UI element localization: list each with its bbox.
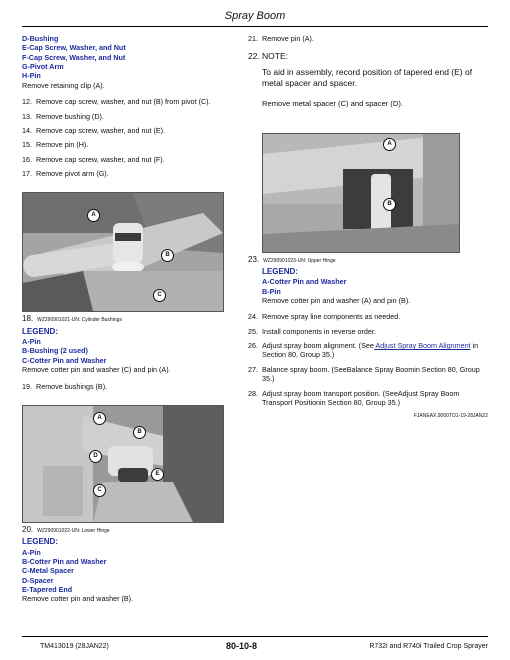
step-number: 12. bbox=[22, 97, 32, 107]
step-text-part: in Section 80, Group 35.) bbox=[262, 341, 479, 360]
legend-item: B-Pin bbox=[262, 286, 281, 296]
step-number: 16. bbox=[22, 154, 32, 164]
step-number: 24. bbox=[248, 312, 258, 322]
step-item bbox=[22, 97, 240, 106]
step-text: Remove cap screw, washer, and nut (B) from pivot (C). bbox=[36, 97, 211, 107]
step-text: Remove bushings (B). bbox=[36, 381, 108, 391]
callout-e: E bbox=[151, 468, 164, 481]
instruction-text: Remove cotter pin and washer (A) and pin (B). bbox=[262, 296, 411, 306]
callout-a: A bbox=[93, 412, 106, 425]
caption-text: WZ290901023-UN: Upper Hinge bbox=[263, 257, 336, 264]
header-rule bbox=[22, 26, 488, 27]
callout-a: A bbox=[383, 138, 396, 151]
step-number: 14. bbox=[22, 125, 32, 135]
legend-item: C-Cotter Pin and Washer bbox=[22, 355, 107, 365]
callout-d: D bbox=[89, 450, 102, 463]
callout-b: B bbox=[161, 249, 174, 262]
step-item bbox=[248, 365, 488, 384]
step-item bbox=[22, 112, 240, 121]
step-item bbox=[22, 169, 240, 178]
step-number: 19. bbox=[22, 381, 32, 391]
step-item bbox=[22, 155, 240, 164]
legend-item: G-Pivot Arm bbox=[22, 62, 64, 72]
figure-caption bbox=[22, 525, 240, 535]
step-text: Remove spray line components as needed. bbox=[262, 312, 401, 322]
step-number: 27. bbox=[248, 364, 258, 374]
instruction-text: Remove cotter pin and washer (B). bbox=[22, 594, 134, 604]
legend-item: D-Spacer bbox=[22, 575, 54, 585]
step-text: Remove pivot arm (G). bbox=[36, 168, 109, 178]
note-text: To aid in assembly, record position of tapered end (E) of metal spacer and spacer. bbox=[262, 67, 473, 89]
step-text: Balance spray boom. (SeeBalance Spray Boomin Section 80, Group 35.) bbox=[262, 364, 480, 384]
step-text bbox=[262, 341, 488, 360]
caption-text: WZ290901021-UN: Cylinder Bushings bbox=[37, 317, 122, 324]
step-text: Remove cap screw, washer, and nut (E). bbox=[36, 125, 166, 135]
legend-item: A-Pin bbox=[22, 547, 41, 557]
legend-item: E-Tapered End bbox=[22, 585, 73, 595]
instruction-text: Remove cotter pin and washer (C) and pin (A). bbox=[22, 365, 171, 375]
step-item bbox=[248, 327, 488, 336]
lower-hinge-photo bbox=[22, 405, 224, 523]
figure-number: 18. bbox=[22, 314, 34, 324]
step-item bbox=[22, 126, 240, 135]
step-text-part: Adjust spray boom alignment. (See bbox=[262, 341, 374, 351]
step-text: Adjust spray boom transport position. (SeeAdjust Spray Boom Transport Positionin Section 80, Group 35.) bbox=[262, 388, 460, 407]
callout-c: C bbox=[153, 289, 166, 302]
step-text: Remove cap screw, washer, and nut (F). bbox=[36, 154, 165, 164]
step-number: 21. bbox=[248, 34, 258, 43]
step-item bbox=[248, 51, 488, 62]
upper-hinge-illustration bbox=[263, 134, 459, 252]
legend-title: LEGEND: bbox=[262, 266, 298, 276]
legend-item: A-Pin bbox=[22, 337, 41, 347]
legend-item: A-Cotter Pin and Washer bbox=[262, 277, 347, 287]
left-column bbox=[22, 34, 240, 604]
step-item bbox=[248, 341, 488, 360]
step-number: 17. bbox=[22, 168, 32, 178]
cylinder-bushings-illustration bbox=[23, 193, 223, 311]
legend-top bbox=[22, 34, 240, 81]
footer-rule bbox=[22, 636, 488, 637]
step-item bbox=[248, 389, 488, 408]
step-text: Remove pin (A). bbox=[262, 34, 314, 43]
legend-item: D-Bushing bbox=[22, 34, 59, 43]
step-item bbox=[248, 312, 488, 321]
step-number: 13. bbox=[22, 111, 32, 121]
upper-hinge-photo bbox=[262, 133, 460, 253]
step-text: Remove pin (H). bbox=[36, 140, 89, 150]
figure-caption bbox=[248, 255, 488, 265]
step-number: 28. bbox=[248, 388, 258, 398]
legend-item: C-Metal Spacer bbox=[22, 566, 74, 576]
upper-hinge-legend bbox=[262, 267, 488, 305]
instruction-text: Remove metal spacer (C) and spacer (D). bbox=[262, 98, 403, 108]
right-column bbox=[248, 34, 488, 420]
step-number: 26. bbox=[248, 341, 258, 351]
callout-b: B bbox=[383, 198, 396, 211]
legend-item: B-Cotter Pin and Washer bbox=[22, 557, 107, 567]
footer-doc-id: TM413019 (28JAN22) bbox=[40, 643, 109, 650]
figure-number: 23. bbox=[248, 254, 260, 264]
figure-number: 20. bbox=[22, 524, 34, 534]
legend-title: LEGEND: bbox=[22, 326, 58, 336]
legend-item: B-Bushing (2 used) bbox=[22, 346, 88, 356]
page-title: Spray Boom bbox=[224, 10, 286, 22]
footer-page-number: 80-10-8 bbox=[226, 641, 258, 651]
footer-product: R732i and R740i Trailed Crop Sprayer bbox=[369, 643, 488, 650]
legend-title: LEGEND: bbox=[22, 537, 58, 547]
legend-item: H-Pin bbox=[22, 71, 41, 81]
callout-a: A bbox=[87, 209, 100, 222]
cylinder-bushings-photo bbox=[22, 192, 224, 312]
lower-hinge-illustration bbox=[23, 406, 223, 522]
figure-caption bbox=[22, 314, 240, 324]
step-item bbox=[22, 382, 240, 391]
step-item bbox=[248, 34, 488, 43]
step-text: Remove bushing (D). bbox=[36, 111, 104, 121]
callout-c: C bbox=[93, 484, 106, 497]
step-number: 25. bbox=[248, 326, 258, 336]
document-reference: FJANEAX,9000TO1-19-28JAN22 bbox=[413, 413, 488, 420]
step-number: 22. bbox=[248, 51, 260, 62]
caption-text: WZ290901022-UN: Lower Hinge bbox=[37, 527, 110, 534]
step-number: 15. bbox=[22, 140, 32, 150]
legend-item: F-Cap Screw, Washer, and Nut bbox=[22, 52, 126, 62]
note-heading: NOTE: bbox=[262, 51, 288, 62]
step-item bbox=[22, 140, 240, 149]
adjust-alignment-link[interactable]: Adjust Spray Boom Alignment bbox=[373, 341, 471, 351]
callout-b: B bbox=[133, 426, 146, 439]
step-text: Install components in reverse order. bbox=[262, 326, 376, 336]
instruction-text: Remove retaining clip (A). bbox=[22, 80, 105, 90]
legend-item: E-Cap Screw, Washer, and Nut bbox=[22, 43, 126, 53]
